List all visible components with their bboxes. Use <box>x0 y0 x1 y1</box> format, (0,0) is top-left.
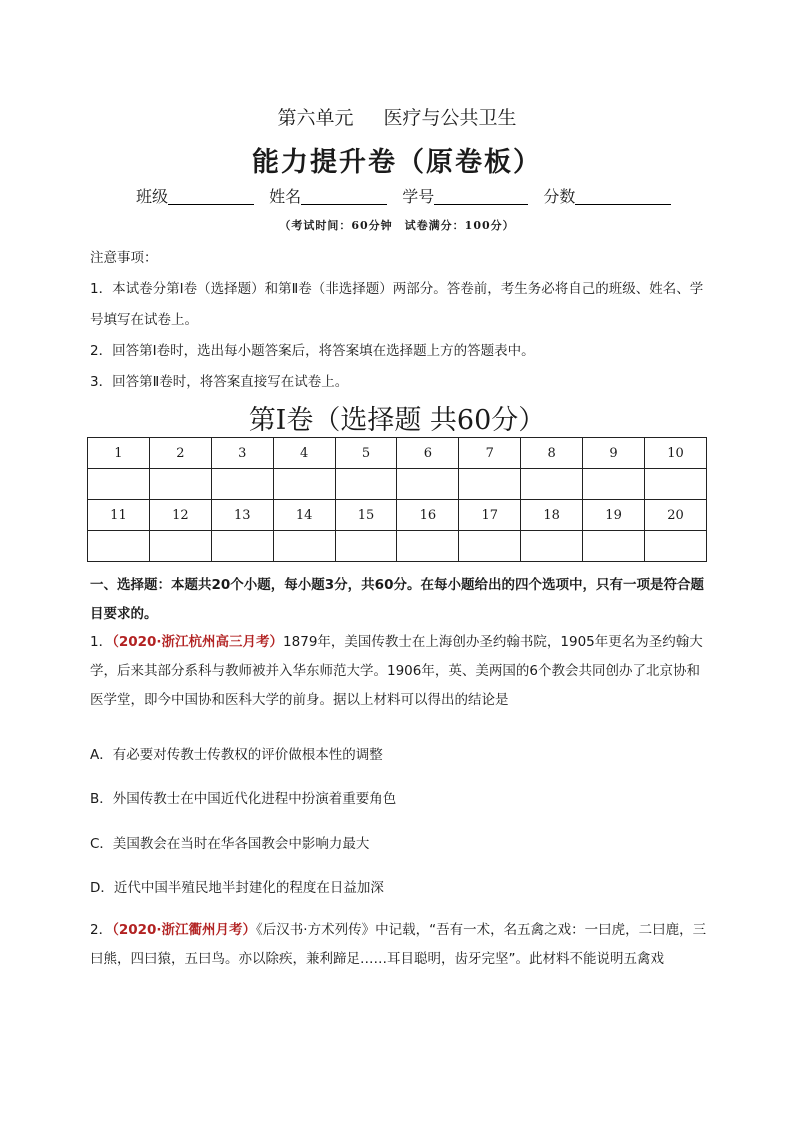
answer-cell[interactable] <box>645 469 707 500</box>
section-instructions: 一、选择题：本题共20个小题，每小题3分，共60分。在每小题给出的四个选项中，只有一项是符合题目要求的。 <box>90 577 704 622</box>
answer-number: 17 <box>459 500 521 531</box>
question-1-option-d: D．近代中国半殖民地半封建化的程度在日益加深 <box>90 880 384 896</box>
notes-heading: 注意事项： <box>90 250 158 266</box>
question-1-option-a: A．有必要对传教士传教权的评价做根本性的调整 <box>90 747 383 763</box>
question-source: （2020·浙江衢州月考） <box>112 922 257 938</box>
question-text: 1879年，美国传教士在上海创办圣约翰书院，1905年更名为圣约翰大学，后来其部分系科与教师被并入华东师范大学。1906年，英、美两国的6个教会共同创办了北京协和医学堂，即今中国协和医科大学的前身。据以上材料可以得出的结论是 <box>90 634 703 708</box>
answer-number: 18 <box>521 500 583 531</box>
answer-number: 11 <box>88 500 150 531</box>
notes-block <box>90 243 710 398</box>
answer-table-number-row <box>88 438 707 469</box>
answer-number: 19 <box>583 500 645 531</box>
student-id-label: 学号 <box>402 187 435 206</box>
answer-table <box>87 437 707 562</box>
name-label: 姓名 <box>269 187 302 206</box>
question-source: （2020·浙江杭州高三月考） <box>112 634 284 650</box>
question-1-option-c: C．美国教会在当时在华各国教会中影响力最大 <box>90 836 370 852</box>
answer-number: 3 <box>211 438 273 469</box>
question-1-stem <box>90 628 710 715</box>
question-1-option-b: B．外国传教士在中国近代化进程中扮演着重要角色 <box>90 791 397 807</box>
answer-cell[interactable] <box>88 469 150 500</box>
answer-cell[interactable] <box>273 531 335 562</box>
question-number: 2． <box>90 922 113 938</box>
answer-number: 20 <box>645 500 707 531</box>
class-label: 班级 <box>136 187 169 206</box>
question-number: 1． <box>90 634 113 650</box>
class-blank[interactable] <box>168 188 254 205</box>
answer-cell[interactable] <box>397 469 459 500</box>
unit-heading <box>0 103 794 130</box>
notes-item-1: 1．本试卷分第Ⅰ卷（选择题）和第Ⅱ卷（非选择题）两部分。答卷前，考生务必将自己的班级、姓名、学号填写在试卷上。 <box>90 281 704 328</box>
answer-cell[interactable] <box>335 469 397 500</box>
score-blank[interactable] <box>575 188 671 205</box>
answer-cell[interactable] <box>583 469 645 500</box>
answer-cell[interactable] <box>211 531 273 562</box>
question-2-stem <box>90 916 710 974</box>
answer-table-number-row <box>88 500 707 531</box>
answer-cell[interactable] <box>459 531 521 562</box>
answer-number: 10 <box>645 438 707 469</box>
answer-number: 7 <box>459 438 521 469</box>
answer-number: 12 <box>149 500 211 531</box>
answer-cell[interactable] <box>645 531 707 562</box>
answer-number: 16 <box>397 500 459 531</box>
answer-number: 8 <box>521 438 583 469</box>
answer-number: 4 <box>273 438 335 469</box>
answer-number: 5 <box>335 438 397 469</box>
answer-cell[interactable] <box>335 531 397 562</box>
answer-cell[interactable] <box>149 531 211 562</box>
answer-cell[interactable] <box>583 531 645 562</box>
answer-cell[interactable] <box>88 531 150 562</box>
answer-table-blank-row <box>88 531 707 562</box>
answer-cell[interactable] <box>459 469 521 500</box>
answer-cell[interactable] <box>273 469 335 500</box>
answer-cell[interactable] <box>521 469 583 500</box>
answer-number: 9 <box>583 438 645 469</box>
answer-table-blank-row <box>88 469 707 500</box>
page-title: 能力提升卷（原卷板） <box>252 147 542 178</box>
student-info-line <box>136 184 681 207</box>
answer-number: 6 <box>397 438 459 469</box>
answer-number: 2 <box>149 438 211 469</box>
answer-cell[interactable] <box>521 531 583 562</box>
answer-number: 1 <box>88 438 150 469</box>
exam-time-note: （考试时间：60分钟 试卷满分：100分） <box>279 219 515 232</box>
question-text: 《后汉书·方术列传》中记载，“吾有一术，名五禽之戏：一曰虎，二曰鹿，三曰熊，四曰猿，五曰鸟。亦以除疾，兼利蹄足……耳目聪明，齿牙完坚”。此材料不能说明五禽戏 <box>90 922 707 967</box>
score-label: 分数 <box>543 187 576 206</box>
answer-number: 15 <box>335 500 397 531</box>
unit-label: 第六单元 <box>277 107 354 129</box>
answer-cell[interactable] <box>397 531 459 562</box>
notes-item-3: 3．回答第Ⅱ卷时，将答案直接写在试卷上。 <box>90 374 349 390</box>
answer-cell[interactable] <box>149 469 211 500</box>
answer-number: 13 <box>211 500 273 531</box>
section-title: 第Ⅰ卷（选择题 共60分） <box>248 405 546 436</box>
answer-number: 14 <box>273 500 335 531</box>
notes-item-2: 2．回答第Ⅰ卷时，选出每小题答案后，将答案填在选择题上方的答题表中。 <box>90 343 535 359</box>
answer-cell[interactable] <box>211 469 273 500</box>
unit-topic: 医疗与公共卫生 <box>383 107 517 129</box>
student-id-blank[interactable] <box>434 188 528 205</box>
name-blank[interactable] <box>301 188 387 205</box>
